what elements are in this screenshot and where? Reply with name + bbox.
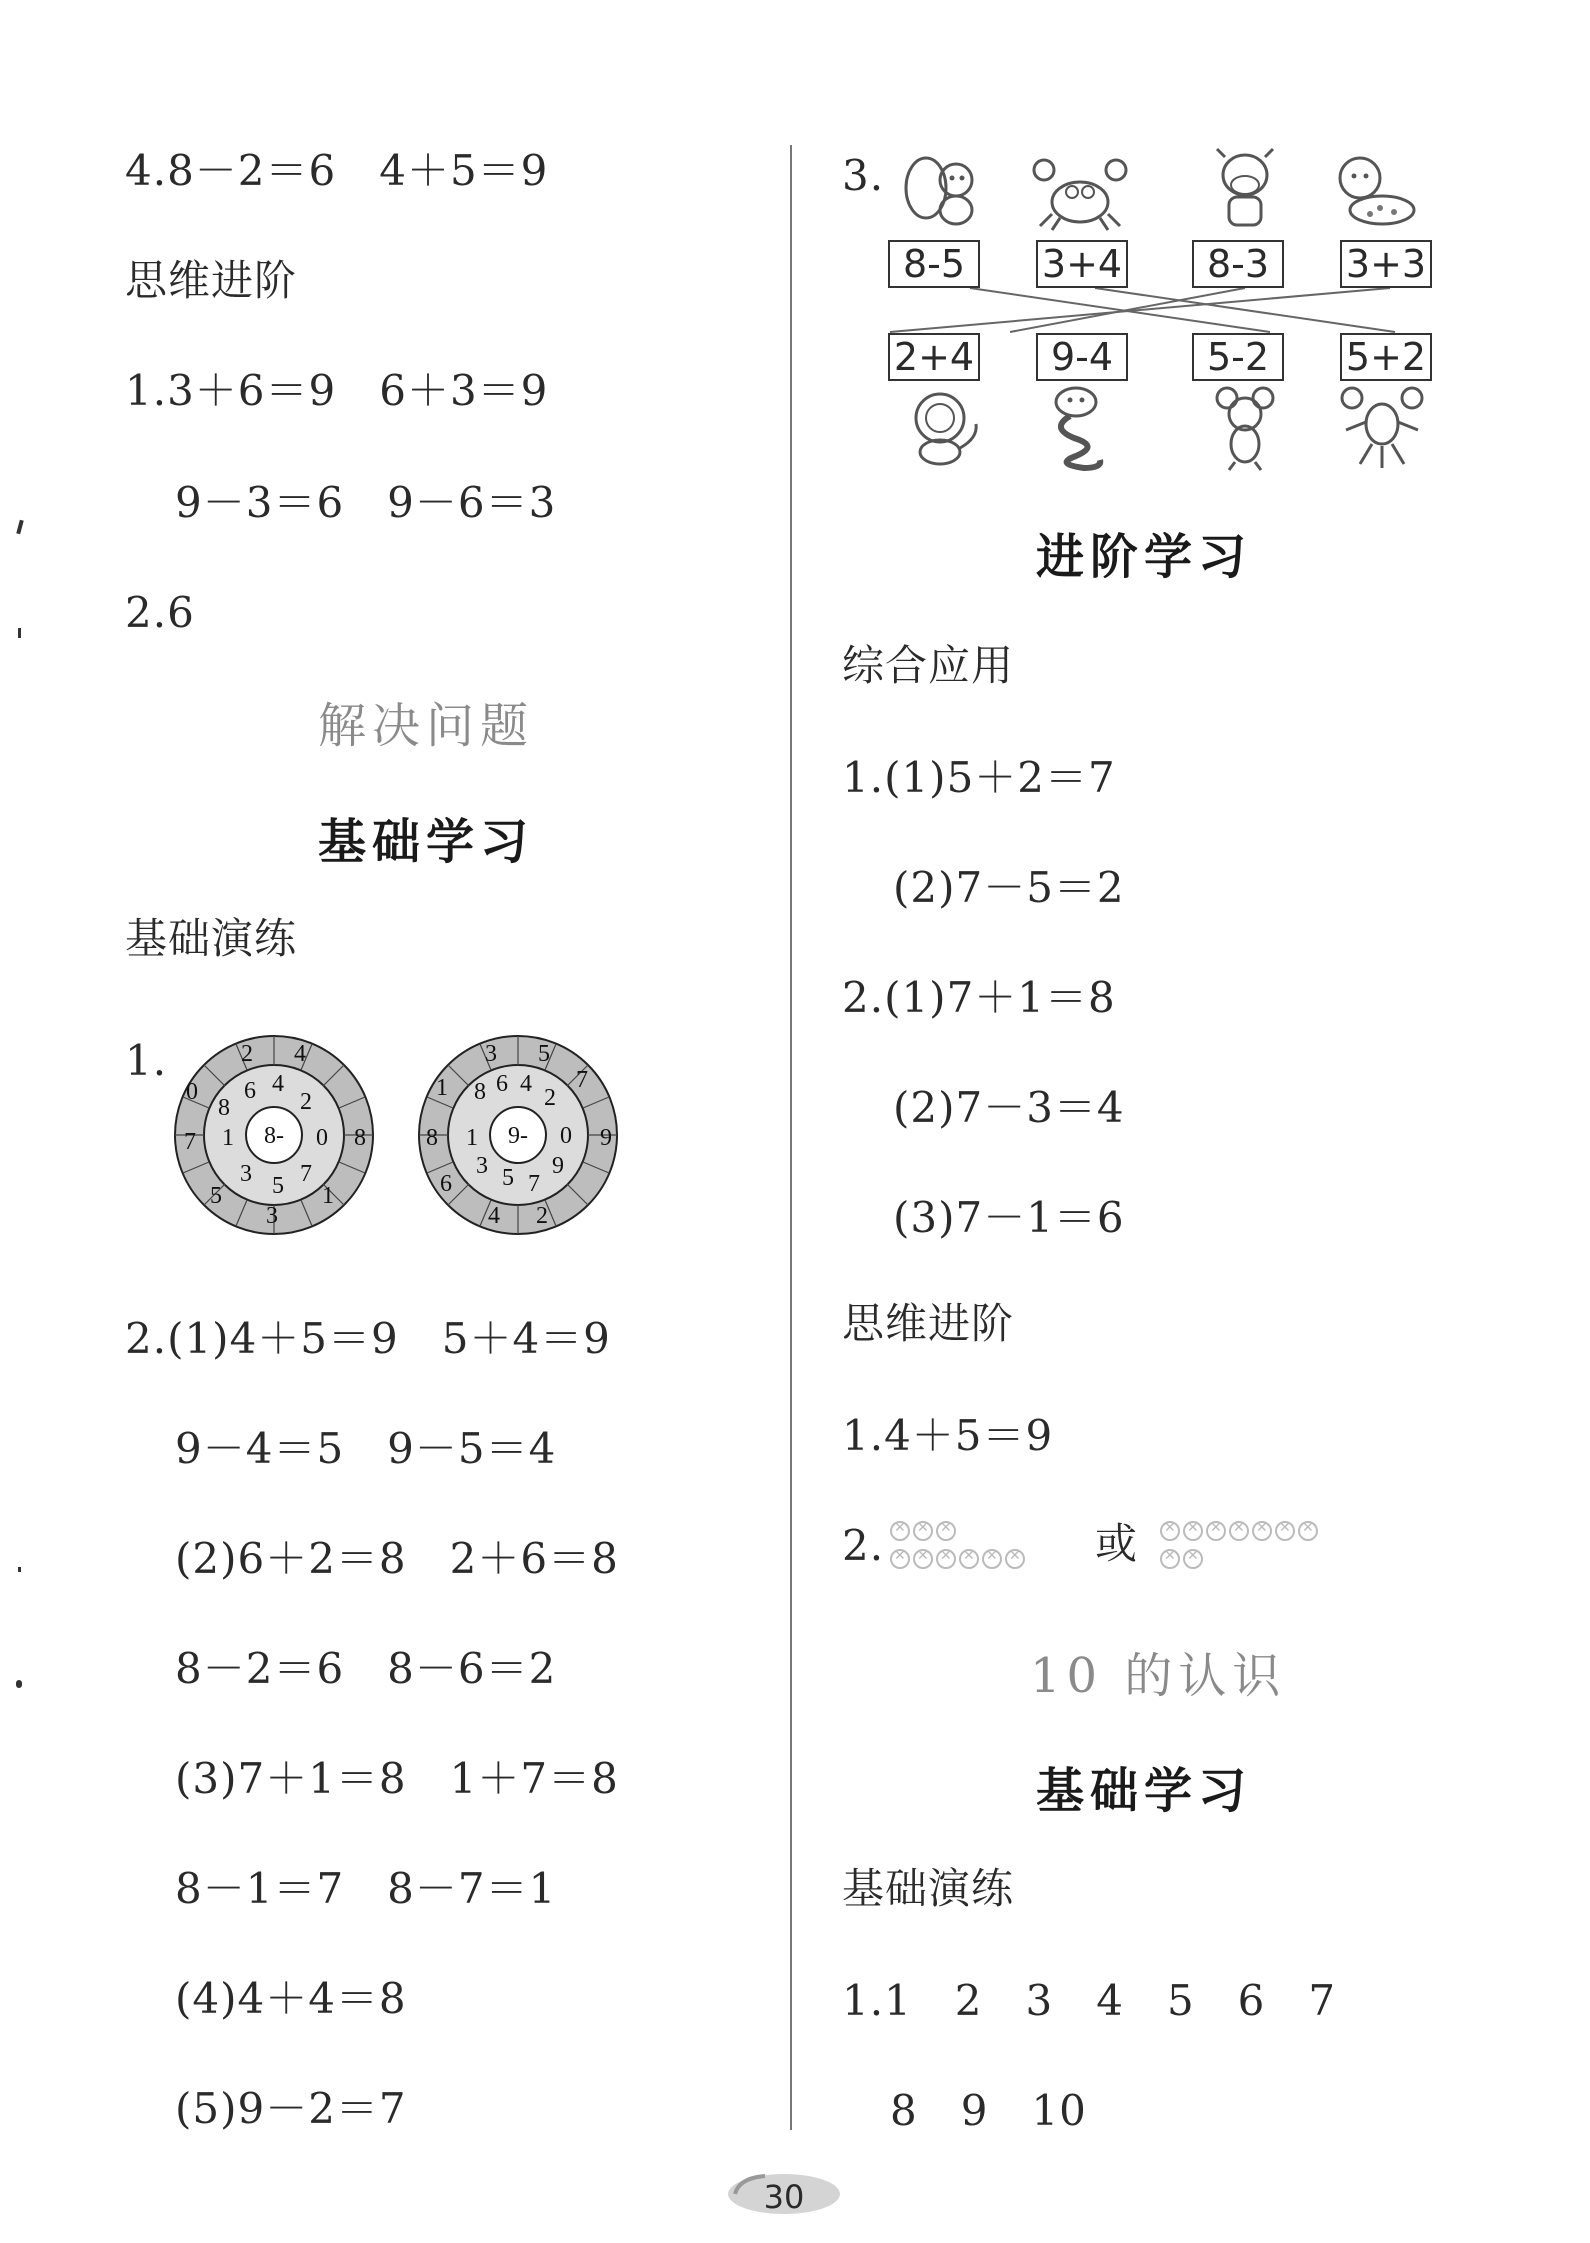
wheel2-inner: 7 [528, 1171, 540, 1197]
top-expression-box: 3+3 [1340, 240, 1432, 288]
wheel2-inner: 8 [474, 1079, 486, 1105]
answer-comp-2-2: (2)7－3＝4 [893, 1083, 1125, 1132]
top-expression-box: 3+4 [1036, 240, 1128, 288]
margin-mark [16, 520, 23, 535]
subheading-basic-practice-right: 基础演练 [842, 1864, 1015, 1913]
wheel1-outer: 2 [241, 1041, 253, 1067]
answer-2-1b: 9－4＝5 9－5＝4 [175, 1424, 557, 1473]
answer-2-1a: 2.(1)4＋5＝9 5＋4＝9 [125, 1314, 611, 1363]
lion-icon [898, 388, 988, 468]
answer-2-3b: 8－1＝7 8－7＝1 [175, 1864, 557, 1913]
answer-4: 4.8－2＝6 4＋5＝9 [125, 146, 549, 195]
mouse-icon [1205, 382, 1285, 472]
wheel1-inner: 4 [272, 1071, 284, 1097]
wheel1-outer: 0 [186, 1079, 198, 1105]
wheel1-outer: 8 [354, 1125, 366, 1151]
answer-comp-2-1: 2.(1)7＋1＝8 [842, 973, 1116, 1022]
margin-mark [18, 1567, 21, 1572]
question-3-label: 3. [842, 151, 885, 200]
answer-basic-1a: 1.1 2 3 4 5 6 7 [842, 1976, 1337, 2025]
answer-thinking-right-2-label: 2. [842, 1521, 885, 1570]
wheel2-inner: 1 [466, 1125, 478, 1151]
subheading-thinking-advance: 思维进阶 [125, 256, 298, 305]
subheading-basic-practice: 基础演练 [125, 914, 298, 963]
section-title-basic-learning-right: 基础学习 [1036, 1763, 1253, 1819]
wheel1-outer: 4 [294, 1041, 306, 1067]
answer-basic-1b: 8 9 10 [890, 2086, 1087, 2135]
wheel1-inner: 7 [300, 1161, 312, 1187]
squirrel-icon [898, 150, 988, 230]
leopard-icon [1330, 150, 1420, 230]
wheel2-outer: 1 [436, 1075, 448, 1101]
wheel1-inner: 8 [218, 1095, 230, 1121]
wheel1-outer: 7 [184, 1129, 196, 1155]
wheel2-inner: 5 [502, 1165, 514, 1191]
top-expression-box: 8-3 [1192, 240, 1284, 288]
snake-icon [1040, 382, 1120, 472]
number-wheel-8 [172, 1033, 376, 1237]
wheel1-inner: 3 [240, 1161, 252, 1187]
wheel1-outer: 3 [266, 1203, 278, 1229]
answer-2-3a: (3)7＋1＝8 1＋7＝8 [175, 1754, 619, 1803]
answer-comp-1-2: (2)7－5＝2 [893, 863, 1125, 912]
bottom-expression-box: 5+2 [1340, 333, 1432, 381]
topic-title-solve-problems: 解决问题 [318, 698, 535, 754]
wheel1-inner: 0 [316, 1125, 328, 1151]
wheel2-inner: 9 [552, 1153, 564, 1179]
section-title-basic-learning: 基础学习 [318, 814, 535, 870]
wheel2-outer: 2 [536, 1203, 548, 1229]
wheel2-outer: 7 [576, 1067, 588, 1093]
topic-title-knowing-10: 10 的认识 [1030, 1648, 1287, 1704]
margin-mark [18, 628, 21, 638]
subheading-thinking-advance-right: 思维进阶 [842, 1299, 1015, 1348]
wheel2-inner: 2 [544, 1085, 556, 1111]
wheel2-outer: 3 [485, 1041, 497, 1067]
wheel2-outer: 9 [600, 1125, 612, 1151]
wheel2-inner: 4 [520, 1071, 532, 1097]
wheel2-center: 9- [508, 1123, 528, 1149]
coin-group-b [1160, 1521, 1380, 1573]
column-divider [790, 145, 792, 2130]
crab-icon [1030, 152, 1130, 232]
answer-comp-1-1: 1.(1)5＋2＝7 [842, 753, 1116, 802]
bottom-expression-box: 5-2 [1192, 333, 1284, 381]
lobster-icon [1338, 382, 1428, 472]
wheel2-outer: 6 [440, 1171, 452, 1197]
wheel1-outer: 5 [210, 1183, 222, 1209]
wheel2-inner: 3 [476, 1153, 488, 1179]
wheel1-inner: 1 [222, 1125, 234, 1151]
answer-thinking-1b: 9－3＝6 9－6＝3 [175, 478, 557, 527]
answer-2-2a: (2)6＋2＝8 2＋6＝8 [175, 1534, 619, 1583]
wheel1-center: 8- [264, 1123, 284, 1149]
coin-group-a [890, 1521, 1090, 1573]
margin-mark [16, 1680, 22, 1688]
wheel1-outer: 1 [322, 1183, 334, 1209]
wheel1-inner: 5 [272, 1173, 284, 1199]
answer-2-4: (4)4＋4＝8 [175, 1974, 407, 2023]
subheading-comprehensive-application: 综合应用 [842, 641, 1015, 690]
wheel2-outer: 8 [426, 1125, 438, 1151]
wheel2-outer: 5 [538, 1041, 550, 1067]
wheel2-inner: 6 [496, 1071, 508, 1097]
bottom-expression-box: 9-4 [1036, 333, 1128, 381]
answer-comp-2-3: (3)7－1＝6 [893, 1193, 1125, 1242]
page-number: 30 [763, 2178, 805, 2216]
answer-2-5: (5)9－2＝7 [175, 2084, 407, 2133]
number-wheel-9 [416, 1033, 620, 1237]
or-label: 或 [1095, 1519, 1139, 1568]
bottom-expression-box: 2+4 [888, 333, 980, 381]
wheel1-inner: 6 [244, 1078, 256, 1104]
cow-icon [1205, 145, 1285, 235]
answer-2-2b: 8－2＝6 8－6＝2 [175, 1644, 557, 1693]
section-title-advanced-learning: 进阶学习 [1036, 529, 1253, 585]
top-expression-box: 8-5 [888, 240, 980, 288]
answer-thinking-1a: 1.3＋6＝9 6＋3＝9 [125, 366, 549, 415]
question-1-label: 1. [125, 1036, 168, 1085]
wheel1-inner: 2 [300, 1089, 312, 1115]
answer-thinking-2: 2.6 [125, 588, 195, 637]
answer-thinking-right-1: 1.4＋5＝9 [842, 1411, 1054, 1460]
wheel2-outer: 4 [488, 1203, 500, 1229]
wheel2-inner: 0 [560, 1123, 572, 1149]
